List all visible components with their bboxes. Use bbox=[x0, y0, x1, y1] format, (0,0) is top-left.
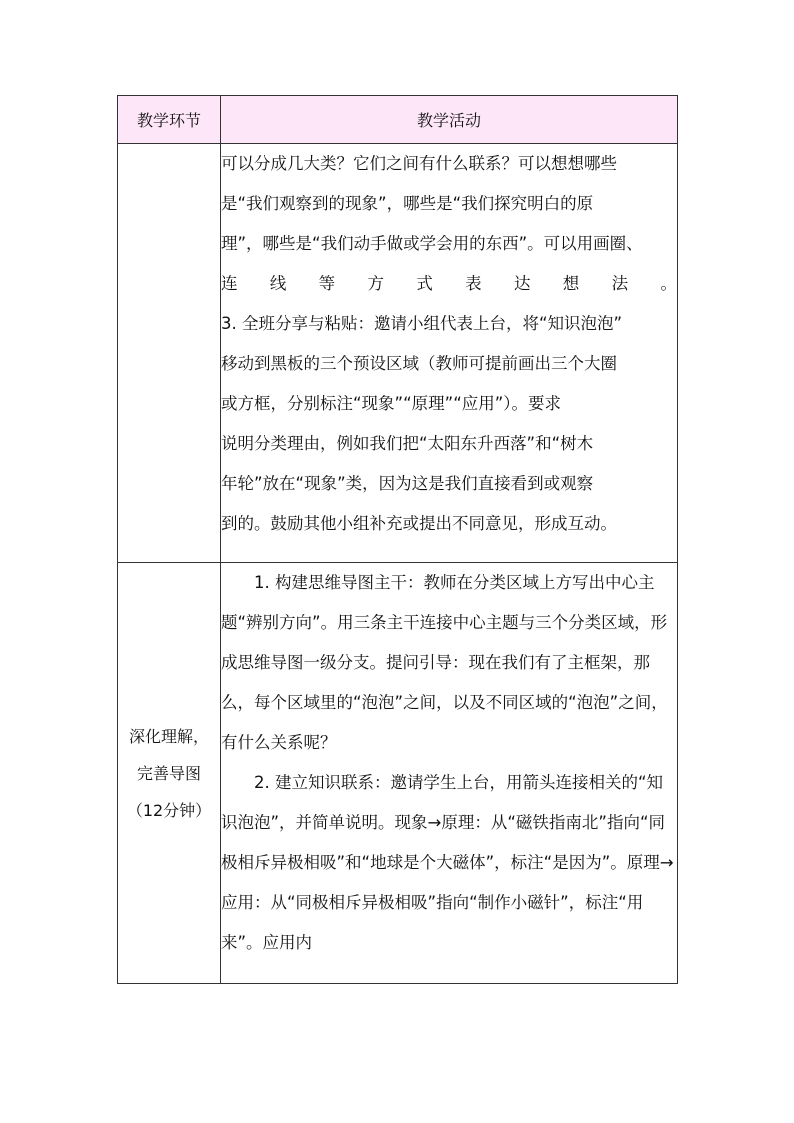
activity-line: 理”，哪些是“我们动手做或学会用的东西”。可以用画圈、 bbox=[221, 234, 643, 253]
stage-subtitle: 完善导图 bbox=[136, 763, 201, 783]
activity-line: 说明分类理由，例如我们把“太阳东升西落”和“树木 bbox=[221, 434, 594, 453]
activity-line: 可以分成几大类？它们之间有什么联系？可以想想哪些 bbox=[221, 154, 617, 173]
activity-line-spread: 连 线 等 方 式 表 达 想 法 。 bbox=[221, 274, 677, 293]
activity-cell bbox=[221, 144, 678, 563]
table-row bbox=[118, 563, 678, 984]
table-row bbox=[118, 144, 678, 563]
stage-cell-empty bbox=[118, 144, 221, 563]
activity-paragraph-1: 1. 构建思维导图主干：教师在分类区域上方写出中心主题“辨别方向”。用三条主干连接中心主题与三个分类区域，形成思维导图一级分支。提问引导：现在我们有了主框架，那么，每个区域里的“泡泡”之间，以及不同区域的“泡泡”之间，有什么关系呢？ bbox=[221, 573, 668, 752]
activity-line: 或方框，分别标注“现象”“原理”“应用”）。要求 bbox=[221, 394, 562, 413]
activity-line: 到的。鼓励其他小组补充或提出不同意见，形成互动。 bbox=[221, 514, 617, 533]
activity-paragraph-2: 2. 建立知识联系：邀请学生上台，用箭头连接相关的“知识泡泡”，并简单说明。现象→原理：从“磁铁指南北”指向“同极相斥异极相吸”和“地球是个大磁体”，标注“是因为”。原理→应用：从“同极相斥异极相吸”指向“制作小磁针”，标注“用来”。应用内 bbox=[221, 773, 674, 952]
activity-line: 移动到黑板的三个预设区域（教师可提前画出三个大圈 bbox=[221, 354, 617, 373]
header-row bbox=[118, 96, 678, 144]
activity-line: 3. 全班分享与粘贴：邀请小组代表上台，将“知识泡泡” bbox=[221, 314, 623, 333]
activity-cell bbox=[221, 563, 678, 984]
activity-line: 是“我们观察到的现象”，哪些是“我们探究明白的原 bbox=[221, 194, 594, 213]
header-activity: 教学活动 bbox=[221, 96, 678, 144]
activity-line: 年轮”放在“现象”类，因为这是我们直接看到或观察 bbox=[221, 474, 594, 493]
stage-cell bbox=[118, 563, 221, 984]
stage-duration: （12分钟） bbox=[126, 800, 212, 820]
lesson-table bbox=[117, 95, 678, 984]
header-stage: 教学环节 bbox=[118, 96, 221, 144]
stage-title: 深化理解， bbox=[128, 726, 209, 746]
